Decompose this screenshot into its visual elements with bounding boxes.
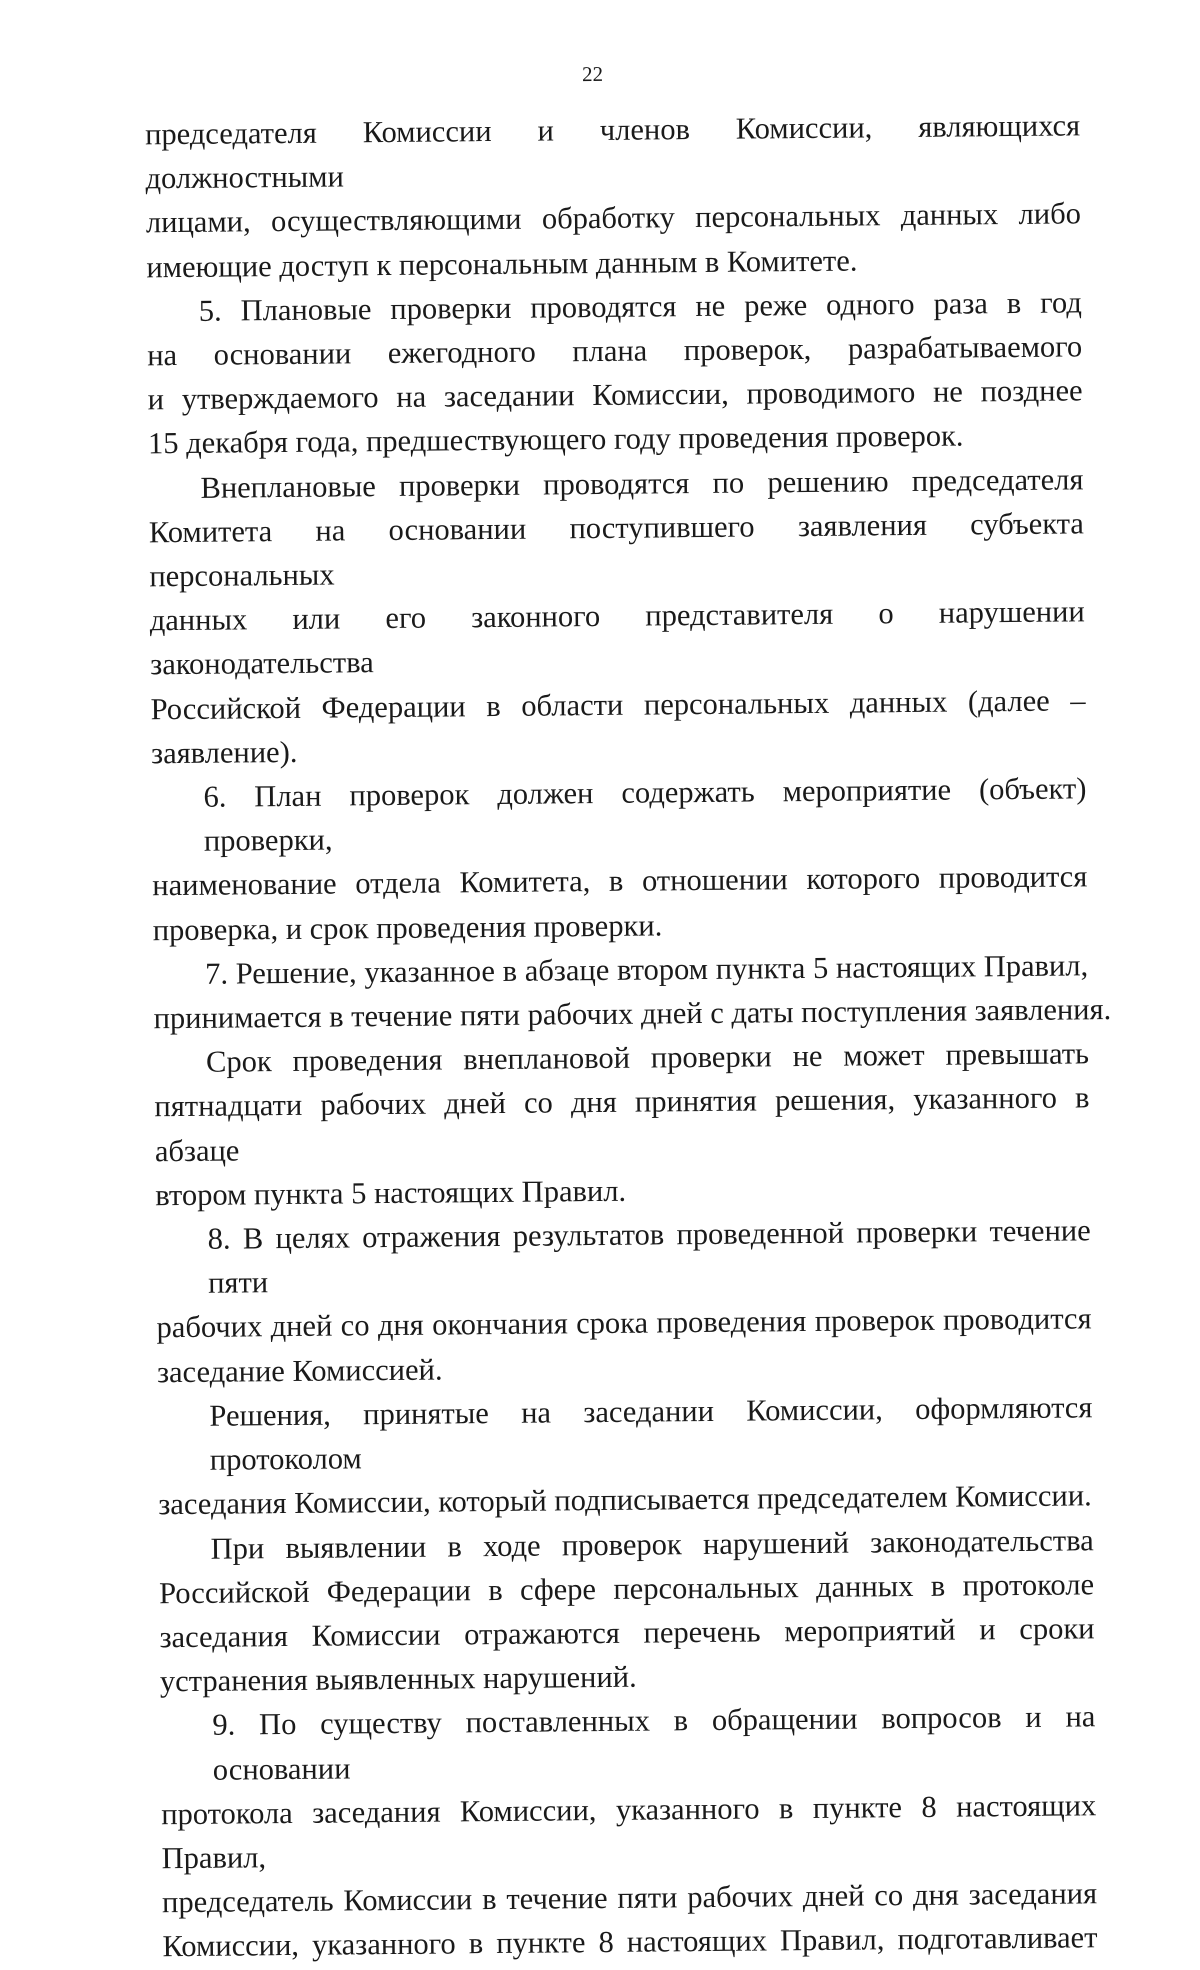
- text-line: имеющие доступ к персональным данным в Комитете.: [146, 243, 858, 284]
- text-line: заседание Комиссией.: [156, 1352, 443, 1389]
- text-line: наименование отдела Комитета, в отношении которого проводится: [152, 859, 1088, 903]
- text-line: лицами, осуществляющими обработку персональных данных либо: [145, 196, 1082, 240]
- text-line: принимается в течение пяти рабочих дней с даты поступления заявления.: [153, 992, 1112, 1036]
- text-line: устранения выявленных нарушений.: [159, 1659, 637, 1699]
- text-line: 15 декабря года, предшествующего году проведения проверок.: [147, 418, 964, 461]
- text-line: данных или его законного представителя о нарушении законодательства: [149, 594, 1085, 682]
- text-line: заявление).: [150, 734, 298, 771]
- text-line: 7. Решение, указанное в абзаце втором пункта 5 настоящих Правил,: [205, 948, 1089, 991]
- text-line: 6. План проверок должен содержать мероприятие (объект) проверки,: [203, 771, 1087, 859]
- text-line: и утверждаемого на заседании Комиссии, проводимого не позднее: [147, 373, 1083, 417]
- text-line: Комитета на основании поступившего заявления субъекта персональных: [148, 506, 1085, 594]
- text-line: на основании ежегодного плана проверок, разрабатываемого: [147, 329, 1083, 373]
- text-line: Решения, принятые на заседании Комиссии, оформляются протоколом: [209, 1390, 1093, 1477]
- text-line: председатель Комиссии в течение пяти рабочих дней со дня заседания: [161, 1876, 1098, 1920]
- text-line: При выявлении в ходе проверок нарушений законодательства: [210, 1522, 1094, 1566]
- text-line: Внеплановые проверки проводятся по решению председателя: [200, 461, 1084, 505]
- text-line: втором пункта 5 настоящих Правил.: [155, 1173, 627, 1213]
- text-line: 9. По существу поставленных в обращении вопросов и на основании: [212, 1699, 1096, 1787]
- document-body: [144, 103, 1112, 1968]
- text-line: заседания Комиссии отражаются перечень мероприятий и сроки: [159, 1611, 1095, 1655]
- text-line: 8. В целях отражения результатов проведенной проверки течение пяти: [207, 1213, 1091, 1301]
- text-line: заседания Комиссии, который подписывается председателем Комиссии.: [158, 1478, 1092, 1522]
- page-number: 22: [581, 61, 604, 87]
- text-line: Срок проведения внеплановой проверки не может превышать: [205, 1036, 1090, 1080]
- text-line: Комиссии, указанного в пункте 8 настоящих Правил, подготавливает: [162, 1920, 1098, 1964]
- text-line: Российской Федерации в сфере персональных данных в протоколе: [158, 1566, 1095, 1610]
- text-line: председателя Комиссии и членов Комиссии, являющихся должностными: [144, 108, 1081, 196]
- text-line: проверка, и срок проведения проверки.: [152, 908, 663, 947]
- text-line: пятнадцати рабочих дней со дня принятия решения, указанного в абзаце: [154, 1080, 1090, 1168]
- text-line: Российской Федерации в области персональных данных (далее –: [150, 682, 1086, 726]
- text-line: 5. Плановые проверки проводятся не реже одного раза в год: [198, 285, 1082, 328]
- text-line: рабочих дней со дня окончания срока проведения проверок проводится: [156, 1301, 1092, 1345]
- text-line: протокола заседания Комиссии, указанного в пункте 8 настоящих Правил,: [161, 1788, 1097, 1876]
